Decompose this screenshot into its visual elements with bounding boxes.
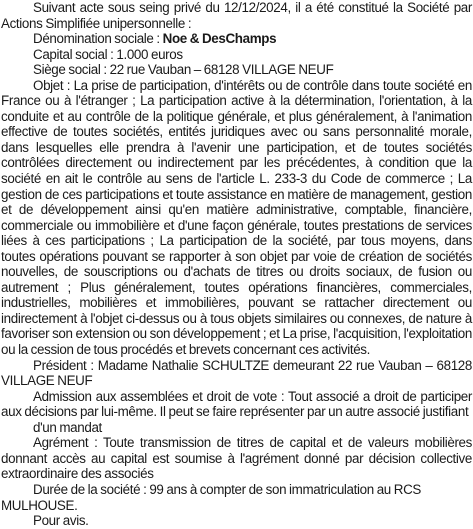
agrement-paragraph: Agrément : Toute transmission de titres de capital et de valeurs mobilières donnant accès au capital est soumise à l'agrément donné par décision collective extraordinaire des associés — [1, 435, 472, 482]
avis-line: Pour avis. — [33, 513, 89, 529]
admission-paragraph: Admission aux assemblées et droit de vote : Tout associé a droit de participer aux décisions par lui-même. Il peut se faire représenter par un autre associé justifiant — [1, 388, 472, 420]
mandat-line: d'un mandat — [33, 419, 102, 435]
objet-paragraph: Objet : La prise de participation, d'intérêts ou de contrôle dans toute société en France ou à l'étranger ; La participation active à la détermination, l'orientation, à la conduite et au contrôle de la politique générale, et plus généralement, à l'animation effective de toutes sociétés, entités juridiques avec ou sans personnalité morale, dans lesquelles elle prendra à l'avenir une participation, et de toutes sociétés contrôlées directement ou indirectement par les précédentes, à condition que la société en ait le contrôle au sens de l'article L. 233-3 du Code de commerce ; La gestion de ces participations et toute assistance en matière de management, gestion et de développement ainsi qu'en matière administrative, comptable, financière, commerciale ou immobilière et d'une façon générale, toutes prestations de services liées à ces participations ; La participation de la société, par tous moyens, dans toutes opérations pouvant se rapporter à son objet par voie de création de sociétés nouvelles, de souscriptions ou d'achats de titres ou droits sociaux, de fusion ou autrement ; Plus généralement, toutes opérations financières, commerciales, industrielles, mobilières et immobilières, pouvant se rattacher directement ou indirectement à l'objet ci-dessus ou à tous objets similaires ou connexes, de nature à favoriser son extension ou son développement ; et La prise, l'acquisition, l'exploitation ou la cession de tous procédés et brevets concernant ces activités. — [1, 77, 472, 358]
siege-line: Siège social : 22 rue Vauban – 68128 VILLAGE NEUF — [33, 62, 334, 78]
president-paragraph: Président : Madame Nathalie SCHULTZE demeurant 22 rue Vauban – 68128 VILLAGE NEUF — [1, 357, 472, 389]
intro-paragraph: Suivant acte sous seing privé du 12/12/2024, il a été constitué la Société par Actions Simplifiée unipersonnelle : — [1, 0, 472, 31]
denomination-line — [1, 31, 472, 47]
company-name: Noe & DesChamps — [162, 31, 277, 47]
denomination-label: Dénomination sociale : — [33, 31, 163, 47]
duree-line: Durée de la société : 99 ans à compter de son immatriculation au RCS MULHOUSE. — [1, 481, 421, 513]
capital-line: Capital social : 1.000 euros — [33, 46, 183, 62]
